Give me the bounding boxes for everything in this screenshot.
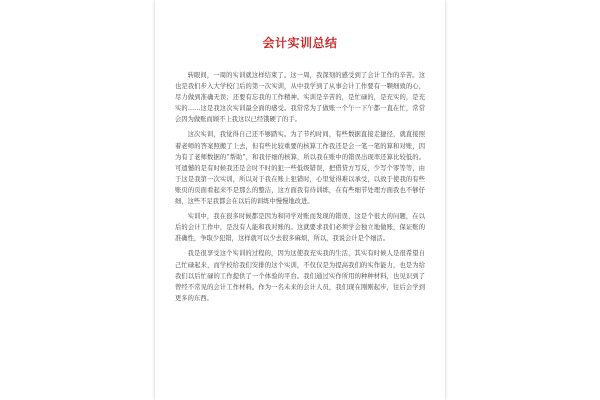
paragraph-1: 转眼间，一周的实训就这样结束了。这一周，我深刻的感受到了会计工作的辛苦。这也是我们步入大学校门后的第一次实训，从中我学到了从事会计工作要有一颗细致的心，尽力做到准确无误；还要有忘我的工作精神。实训是辛苦的，是忙碌的，是充实的，是充实的……这是我这次实训最全面的感受。我常常为了做账一个午一下午都一直在忙，常常会因为做账而顾不上我这以已经饿硬了的手。 <box>175 72 425 124</box>
document-page <box>155 0 445 400</box>
paragraph-3: 实训中，我在很多时候都是因为和同学对账而发现的错误，这是个很大的问题，在以后的会计工作中，是没有人能和我对账的。这就要求我们必须学会独立地做账，保证账的准确性，争取少犯错，这样就可以少去很多麻烦，所以，我说会计是个细活。 <box>175 213 425 243</box>
page-title: 会计实训总结 <box>262 36 338 50</box>
paragraph-2: 这次实训，我觉得自己还不够踏实。为了节约时间，有些数据直接走捷径，就直接照着老师的答案照搬了上去，但有些比较重要的核算工作我还是会一笔一笔的算和对账，因为有了老师数据的“帮助”，和我仔细的核算，所以我在账中的错误出现率还算比较低的。可遗憾的是有时候我还是会时不时的犯一些低级错误，把借贷方写反，少写个零等等，由于这是我第一次实训，所以对于我在账上犯错时，心里觉得难以承受，以致于使我的有些账页的页面看起来不是那么的整洁，这方面我有待训练，在有些细节处理方面我也不够仔细，这些不足我都会在以后的训练中慢慢地改进。 <box>175 131 425 206</box>
paragraph-4: 我是很享受这个实训的过程的，因为这使我充实我的生活，其实有时候人是很希望自己忙碌起来，而学校给我们安排的这个实训，不仅仅是为提高我们的实作能力，也是为给我们以后忙碌的工作提供了一个体验的平台。我们通过实作所用的种种材料，也见识到了曾经不常见的会计工作材料。作为一名未来的会计人员，我们现在刚刚起步，往后会学到更多的东西。 <box>175 250 425 302</box>
